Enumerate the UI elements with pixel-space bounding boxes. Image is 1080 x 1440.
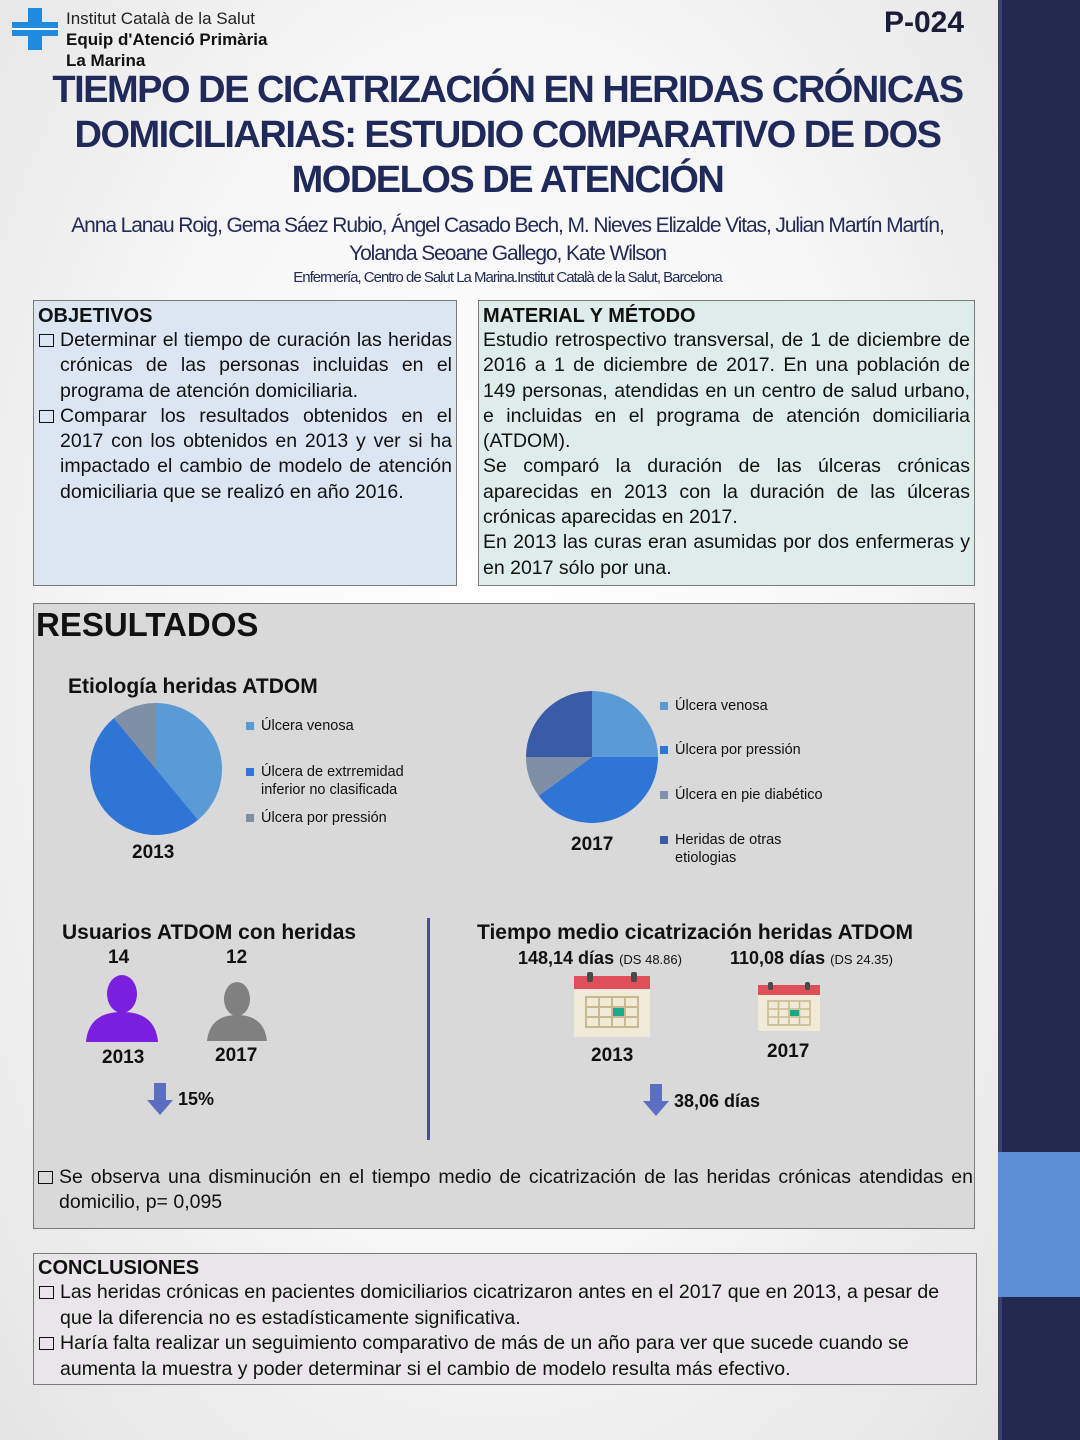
pie-slice (526, 691, 592, 757)
tiempo-2013 (518, 948, 682, 969)
institution-name: Institut Català de la Salut (66, 9, 256, 28)
team-name: Equip d'Atenció Primària (66, 30, 268, 49)
sidebar-accent (998, 1152, 1080, 1297)
tiempo-2013-ds: (DS 48.86) (619, 952, 682, 967)
legend-item (246, 717, 416, 735)
material-box (478, 300, 975, 586)
tiempo-2017 (730, 948, 893, 969)
legend-label: Heridas de otras etiologias (675, 832, 782, 866)
usuarios-title: Usuarios ATDOM con heridas (62, 921, 357, 944)
legend-item (660, 697, 830, 715)
legend-label: Úlcera venosa (261, 718, 354, 734)
results-divider (427, 918, 430, 1140)
legend-swatch (660, 702, 668, 710)
users-year-2017: 2017 (215, 1045, 258, 1066)
tiempo-2013-value: 148,14 días (518, 948, 615, 968)
checkbox-bullet-icon (39, 1337, 54, 1350)
material-paragraph: Se comparó la duración de las úlceras crónicas aparecidas en 2013 con la duración de las úlceras crónicas aparecidas en 2017. (483, 455, 970, 529)
legend-label: Úlcera venosa (675, 698, 768, 714)
affiliation: Enfermería, Centro de Salut La Marina.Institut Català de la Salut, Barcelona (293, 269, 722, 286)
tiempo-title: Tiempo medio cicatrización heridas ATDOM (477, 921, 914, 944)
tiempo-decrease: 38,06 días (674, 1091, 761, 1111)
resultados-heading: RESULTADOS (36, 606, 259, 643)
calendar-2013-icon (573, 972, 651, 1038)
pie-year-label: 2017 (571, 834, 614, 855)
pie-chart-2013 (88, 701, 224, 837)
conclusion-item (38, 1331, 972, 1382)
tiempo-year-2017: 2017 (767, 1041, 810, 1062)
team-location: La Marina (66, 51, 146, 70)
legend-item (660, 831, 800, 867)
down-arrow-icon (147, 1083, 173, 1115)
objetivo-text: Determinar el tiempo de curación las heridas crónicas de las personas incluidas en el programa de atención domiciliaria. (60, 329, 452, 402)
chart-title: Etiología heridas ATDOM (68, 675, 318, 698)
users-decrease: 15% (178, 1089, 215, 1109)
tiempo-2017-ds: (DS 24.35) (830, 952, 893, 967)
objetivos-heading: OBJETIVOS (38, 305, 153, 327)
legend-label: Úlcera en pie diabético (675, 787, 823, 803)
conclusiones-box (33, 1253, 977, 1385)
material-paragraph: En 2013 las curas eran asumidas por dos enfermeras y en 2017 sólo por una. (483, 531, 970, 579)
pie-year-label: 2013 (132, 842, 175, 863)
material-heading: MATERIAL Y MÉTODO (483, 305, 696, 327)
tiempo-year-2013: 2013 (591, 1045, 634, 1066)
legend-item (660, 786, 840, 804)
checkbox-bullet-icon (39, 334, 54, 347)
objetivo-text: Comparar los resultados obtenidos en el 2017 con los obtenidos en 2013 y ver si ha impactado el cambio de modelo de atención domiciliaria que se realizó en año 2016. (60, 404, 452, 503)
checkbox-bullet-icon (38, 1171, 53, 1184)
person-2017-icon (205, 981, 269, 1043)
pie-slice (592, 691, 658, 757)
objetivos-box (33, 300, 457, 586)
legend-item (660, 741, 830, 759)
users-count-2017: 12 (226, 947, 248, 968)
legend-swatch (660, 836, 668, 844)
institution-block (66, 8, 267, 71)
calendar-2017-icon (757, 982, 821, 1032)
down-arrow-icon (643, 1084, 669, 1116)
authors: Anna Lanau Roig, Gema Sáez Rubio, Ángel Casado Bech, M. Nieves Elizalde Vitas, Julian Martín Martín, Yolanda Seoane Gallego, Kate Wilson (71, 214, 944, 265)
conclusiones-heading: CONCLUSIONES (38, 1257, 200, 1279)
poster-id: P-024 (884, 6, 965, 39)
legend-item (246, 809, 416, 827)
person-2013-icon (84, 974, 160, 1044)
legend-item (246, 763, 416, 799)
conclusion-text: Las heridas crónicas en pacientes domiciliarios cicatrizaron antes en el 2017 que en 2013, a pesar de que la diferencia no es estadísticamente significativa. (60, 1281, 940, 1329)
legend-swatch (246, 768, 254, 776)
material-paragraph: Estudio retrospectivo transversal, de 1 de diciembre de 2016 a 1 de diciembre de 2017. En una población de 149 personas, atendidas en un centro de salud urbano, e incluidas en el programa de atención domiciliaria (ATDOM). (483, 329, 970, 453)
ics-logo-icon (12, 8, 58, 50)
legend-label: Úlcera por pressión (261, 810, 387, 826)
legend-label: Úlcera por pressión (675, 742, 801, 758)
tiempo-2017-value: 110,08 días (730, 948, 826, 968)
results-note (37, 1165, 973, 1216)
pie-chart-2017 (524, 689, 660, 825)
objetivo-item (38, 328, 452, 404)
legend-swatch (246, 814, 254, 822)
checkbox-bullet-icon (39, 410, 54, 423)
legend-swatch (660, 746, 668, 754)
users-year-2013: 2013 (102, 1047, 145, 1068)
objetivo-item (38, 404, 452, 505)
checkbox-bullet-icon (39, 1286, 54, 1299)
results-note-text: Se observa una disminución en el tiempo medio de cicatrización de las heridas crónicas atendidas en domicilio, p= 0,095 (59, 1166, 973, 1214)
conclusion-text: Haría falta realizar un seguimiento comparativo de más de un año para ver que sucede cuando se aumenta la muestra y poder determinar si el cambio de modelo resulta más efectivo. (60, 1332, 909, 1380)
legend-label: Úlcera de extrremidad inferior no clasificada (261, 764, 404, 798)
legend-swatch (246, 722, 254, 730)
poster-title: TIEMPO DE CICATRIZACIÓN EN HERIDAS CRÓNICAS DOMICILIARIAS: ESTUDIO COMPARATIVO DE DOS MODELOS DE ATENCIÓN (52, 69, 963, 201)
users-count-2013: 14 (108, 947, 130, 968)
legend-swatch (660, 791, 668, 799)
conclusion-item (38, 1280, 972, 1331)
